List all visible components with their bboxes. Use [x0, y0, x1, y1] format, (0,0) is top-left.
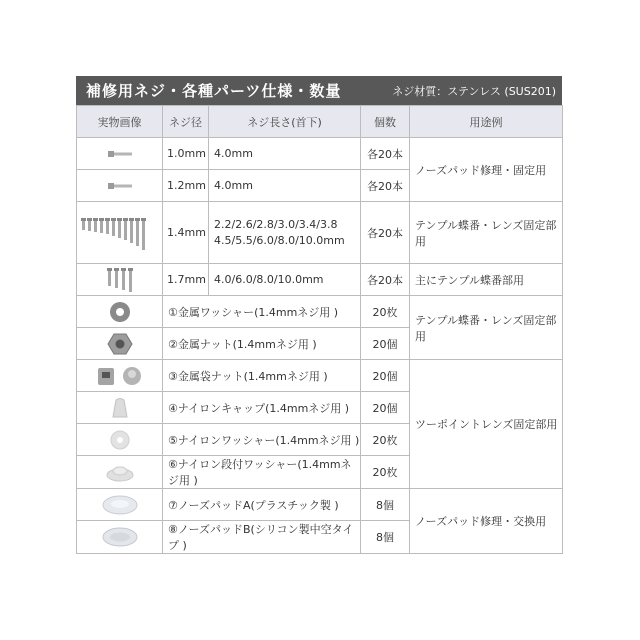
part-name: ⑧ノーズパッドB(シリコン製中空タイプ ) [163, 521, 361, 554]
part-count: 20枚 [361, 296, 410, 328]
screw-length [209, 202, 361, 264]
stepped-washer-icon [77, 456, 163, 489]
short-screw-icon [77, 170, 163, 202]
screw-set-icon [77, 202, 163, 264]
table-row [77, 296, 563, 328]
cap-nut-icon [77, 360, 163, 392]
table-row [77, 360, 563, 392]
metal-washer-icon [77, 296, 163, 328]
parts-spec-sheet [76, 76, 562, 554]
part-count: 8個 [361, 521, 410, 554]
screw-length-line1: 2.2/2.6/2.8/3.0/3.4/3.8 [214, 217, 338, 231]
part-name: ③金属袋ナット(1.4mmネジ用 ) [163, 360, 361, 392]
title-bar [76, 76, 562, 105]
usage-cell: ノーズパッド修理・固定用 [410, 138, 563, 202]
usage-cell: テンプル蝶番・レンズ固定部用 [410, 296, 563, 360]
table-row [77, 138, 563, 170]
usage-cell: ツーポイントレンズ固定部用 [410, 360, 563, 489]
part-count: 8個 [361, 489, 410, 521]
screw-count: 各20本 [361, 138, 410, 170]
part-name: ⑦ノーズパッドA(プラスチック製 ) [163, 489, 361, 521]
long-screw-set-icon [77, 264, 163, 296]
table-row [77, 489, 563, 521]
screw-length-line2: 4.5/5.5/6.0/8.0/10.0mm [214, 233, 345, 247]
nylon-washer-icon [77, 424, 163, 456]
usage-cell: テンプル蝶番・レンズ固定部用 [410, 202, 563, 264]
screw-length: 4.0/6.0/8.0/10.0mm [209, 264, 361, 296]
screw-count: 各20本 [361, 170, 410, 202]
part-count: 20個 [361, 328, 410, 360]
part-count: 20枚 [361, 456, 410, 489]
header-image: 実物画像 [77, 106, 163, 138]
screw-diameter: 1.4mm [163, 202, 209, 264]
screw-diameter: 1.7mm [163, 264, 209, 296]
nylon-cap-icon [77, 392, 163, 424]
nose-pad-b-icon [77, 521, 163, 554]
screw-count: 各20本 [361, 264, 410, 296]
table-row [77, 202, 563, 264]
header-diameter: ネジ径 [163, 106, 209, 138]
usage-cell: 主にテンプル蝶番部用 [410, 264, 563, 296]
part-name: ④ナイロンキャップ(1.4mmネジ用 ) [163, 392, 361, 424]
header-length: ネジ長さ(首下) [209, 106, 361, 138]
usage-cell: ノーズパッド修理・交換用 [410, 489, 563, 554]
screw-diameter: 1.0mm [163, 138, 209, 170]
part-name: ①金属ワッシャー(1.4mmネジ用 ) [163, 296, 361, 328]
header-row [77, 106, 563, 138]
header-count: 個数 [361, 106, 410, 138]
screw-diameter: 1.2mm [163, 170, 209, 202]
screw-length: 4.0mm [209, 170, 361, 202]
sheet-title: 補修用ネジ・各種パーツ仕様・数量 [86, 82, 342, 100]
metal-nut-icon [77, 328, 163, 360]
short-screw-icon [77, 138, 163, 170]
nose-pad-a-icon [77, 489, 163, 521]
table-row [77, 264, 563, 296]
part-count: 20枚 [361, 424, 410, 456]
part-count: 20個 [361, 392, 410, 424]
header-usage: 用途例 [410, 106, 563, 138]
screw-count: 各20本 [361, 202, 410, 264]
part-count: 20個 [361, 360, 410, 392]
spec-table [76, 105, 563, 554]
material-label: ネジ材質：ステンレス (SUS201) [392, 84, 556, 98]
part-name: ⑥ナイロン段付ワッシャー(1.4mmネジ用 ) [163, 456, 361, 489]
part-name: ②金属ナット(1.4mmネジ用 ) [163, 328, 361, 360]
screw-length: 4.0mm [209, 138, 361, 170]
part-name: ⑤ナイロンワッシャー(1.4mmネジ用 ) [163, 424, 361, 456]
